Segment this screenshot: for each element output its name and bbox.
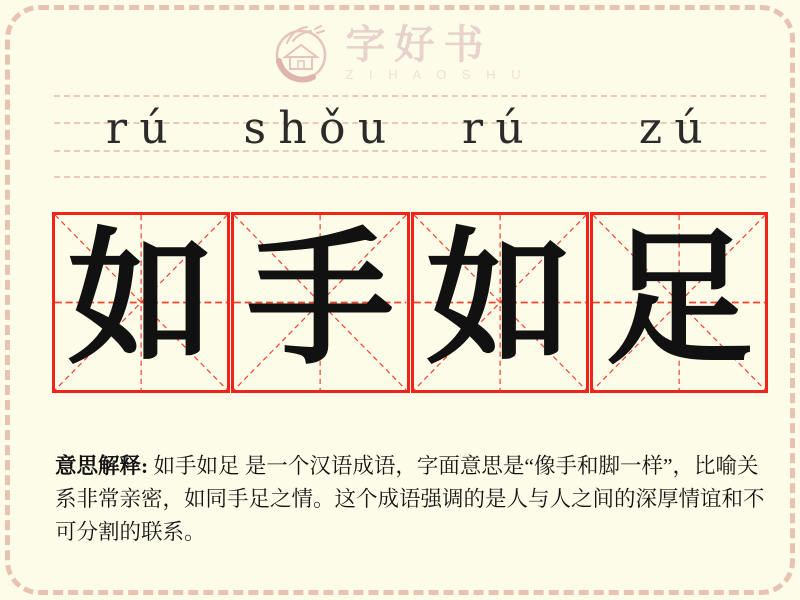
flashcard (5, 5, 795, 595)
character-grid-row (52, 212, 768, 393)
pinyin-syllable: shǒu (243, 103, 399, 154)
hanzi-character: 如 (426, 219, 574, 382)
mizige-box (411, 212, 589, 393)
brand-text (345, 24, 526, 82)
mizige-box (590, 212, 768, 393)
hanzi-character: 如 (67, 219, 215, 382)
pavilion-seal-icon (273, 23, 329, 83)
pinyin-syllable: rú (105, 103, 180, 154)
explanation-label: 意思解释: (55, 454, 149, 478)
pinyin-row (54, 103, 766, 154)
brand-title: 字好书 (345, 22, 493, 67)
pinyin-grid (54, 95, 766, 179)
brand-header (10, 18, 790, 88)
hanzi-character: 手 (246, 219, 394, 382)
hanzi-character: 足 (605, 219, 753, 382)
explanation-text: 如手如足 是一个汉语成语，字面意思是“像手和脚一样”，比喻关系非常亲密，如同手足之情。这个成语强调的是人与人之间的深厚情谊和不可分割的联系。 (55, 454, 765, 544)
brand-subtitle: Z I H A O S H U (345, 67, 527, 82)
pinyin-syllable: zú (638, 103, 716, 154)
pinyin-guideline (54, 176, 766, 178)
mizige-box (52, 212, 230, 393)
pinyin-syllable: rú (461, 103, 536, 154)
mizige-box (231, 212, 409, 393)
pinyin-guideline (54, 95, 766, 97)
meaning-explanation (55, 450, 769, 549)
